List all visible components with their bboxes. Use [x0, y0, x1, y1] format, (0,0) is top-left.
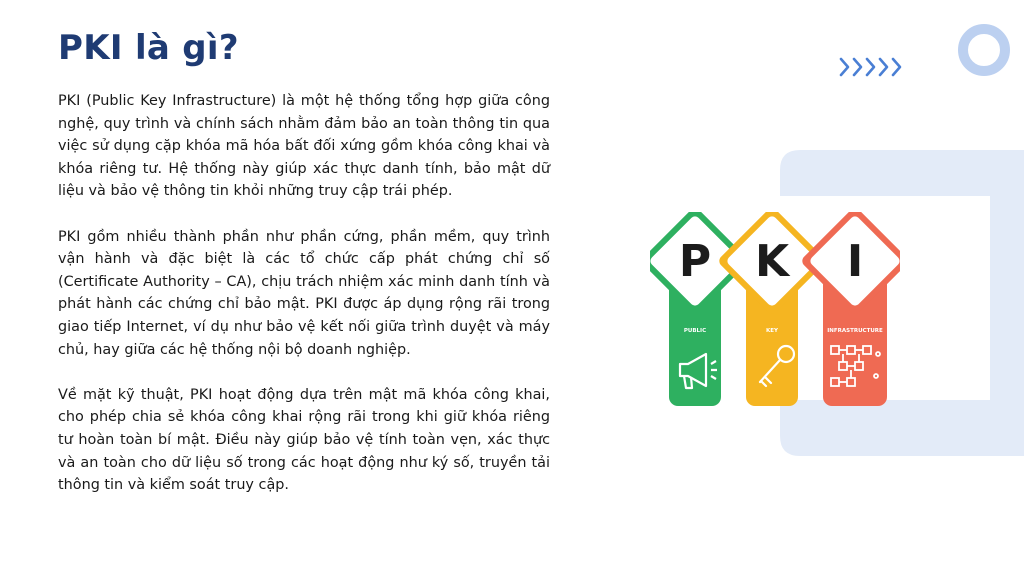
paragraph-technical: Về mặt kỹ thuật, PKI hoạt động dựa trên mật mã khóa công khai, cho phép chia sẻ khóa công khai rộng rãi trong khi giữ khóa riêng tư hoàn toàn bí mật. Điều này giúp bảo vệ tính toàn vẹn, xác thực và an toàn cho dữ liệu số trong các hoạt động như ký số, truyền tải thông tin và kiểm soát truy cập. [58, 386, 550, 494]
chevrons-decoration-icon [838, 55, 910, 79]
paragraph-components: PKI gồm nhiều thành phần như phần cứng, phần mềm, quy trình vận hành và đặc biệt là các tổ chức cấp phát chứng chỉ số (Certificate Authority – CA), chịu trách nhiệm xác minh danh tính và phát hành các chứng chỉ bảo mật. PKI được áp dụng rộng rãi trong giao tiếp Internet, ví dụ như bảo vệ kết nối giữa trình duyệt và máy chủ, hay giữa các hệ thống nội bộ doanh nghiệp. [58, 228, 550, 358]
pki-column-key [717, 212, 827, 406]
body-text [58, 90, 550, 519]
caption-public: PUBLIC [683, 328, 707, 334]
caption-infrastructure: INFRASTRUCTURE [827, 328, 883, 334]
letter-p: P [678, 236, 712, 287]
pki-graphic [650, 212, 900, 412]
pki-column-infrastructure [800, 212, 900, 406]
ring-decoration-icon [956, 22, 1012, 78]
caption-key: KEY [765, 328, 779, 334]
page-title: PKI là gì? [58, 28, 239, 68]
letter-k: K [754, 236, 790, 287]
pki-column-public [650, 212, 750, 406]
paragraph-intro: PKI (Public Key Infrastructure) là một hệ thống tổng hợp giữa công nghệ, quy trình và chính sách nhằm đảm bảo an toàn thông tin qua việc sử dụng cặp khóa mã hóa bất đối xứng gồm khóa công khai và khóa riêng tư. Hệ thống này giúp xác thực danh tính, bảo mật dữ liệu và bảo vệ thông tin khỏi những truy cập trái phép. [58, 93, 550, 200]
letter-i: I [846, 236, 864, 287]
